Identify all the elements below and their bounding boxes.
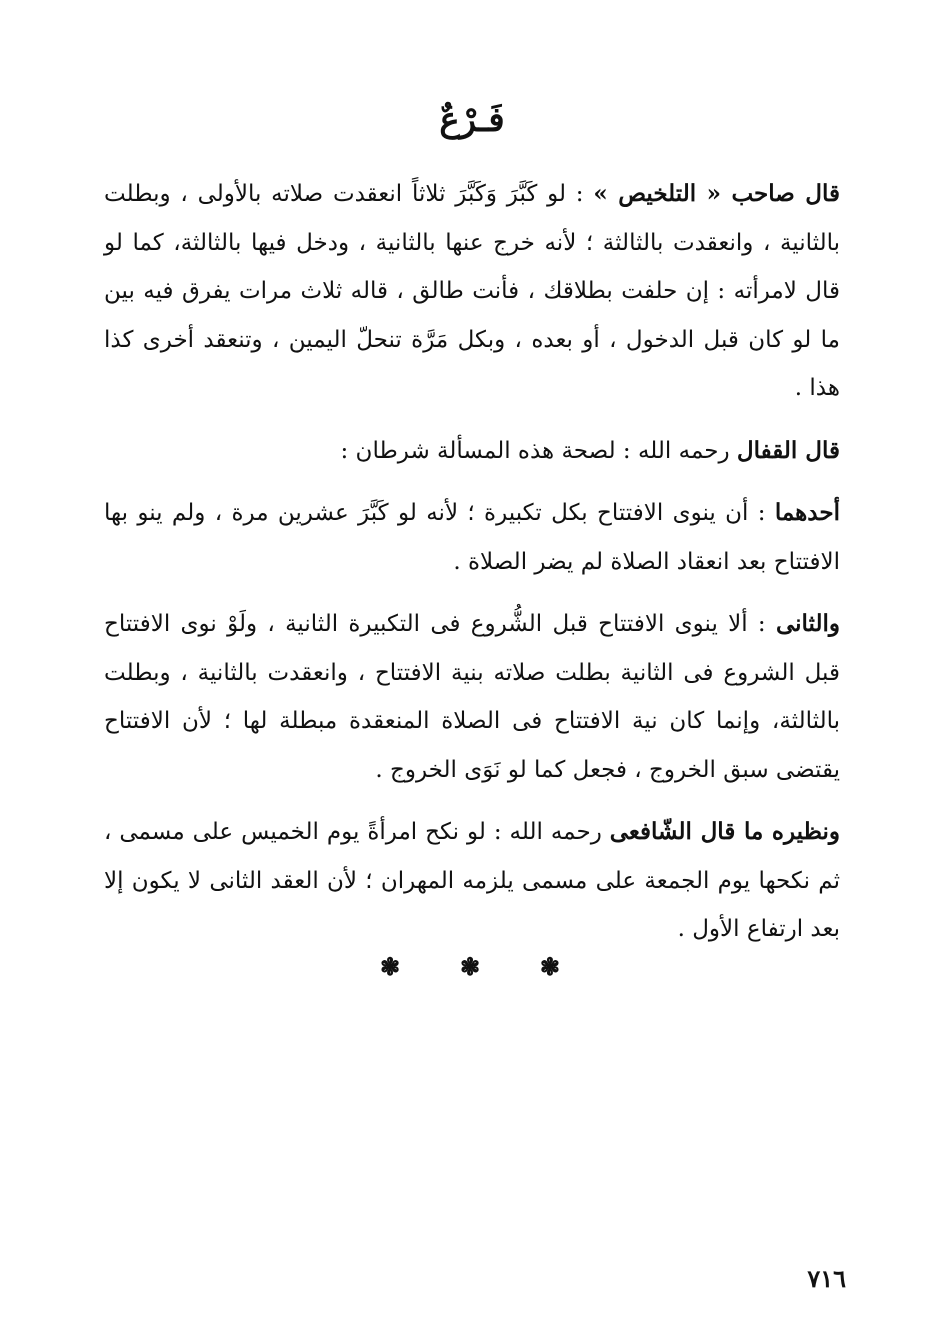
paragraph-shafii (104, 808, 840, 954)
paragraph-lead: قال القفال (736, 436, 840, 464)
paragraph-lead: قال صاحب « التلخيص » (593, 180, 841, 207)
section-divider (380, 952, 560, 981)
paragraph-talkhees (104, 170, 840, 413)
paragraph-first-condition (104, 489, 840, 586)
paragraph-lead: ونظيره ما قال الشّافعى (609, 818, 840, 845)
asterism-ornament-icon: ❃ (380, 952, 401, 981)
paragraph-lead: أحدهما (774, 499, 840, 526)
paragraph-lead: والثانى (775, 610, 840, 637)
paragraph-text: رحمه الله : لو نكح امرأةً يوم الخميس على مسمى ، ثم نكحها يوم الجمعة على مسمى يلزمه المهران ؛ لأن العقد الثانى لا يكون إلا بعد ارتفاع الأول . (104, 819, 840, 942)
paragraph-second-condition (104, 600, 840, 794)
paragraph-qaffal (104, 427, 840, 476)
paragraph-text: : ألا ينوى الافتتاح قبل الشُّروع فى التكبيرة الثانية ، ولَوْ نوى الافتتاح قبل الشروع فى الثانية بطلت صلاته بنية الافتتاح ، وانعقدت بالثانية ، وبطلت بالثالثة، وإنما كان نية الافتتاح فى الصلاة المنعقدة مبطلة لها ؛ لأن الافتتاح يقتضى سبق الخروج ، فجعل كما لو نَوَى الخروج . (104, 611, 840, 783)
paragraph-text: رحمه الله : لصحة هذه المسألة شرطان : (340, 437, 737, 464)
paragraph-text: : أن ينوى الافتتاح بكل تكبيرة ؛ لأنه لو كَبَّرَ عشرين مرة ، ولم ينو بها الافتتاح بعد انعقاد الصلاة لم يضر الصلاة . (104, 500, 840, 575)
asterism-ornament-icon: ❃ (539, 952, 560, 981)
section-heading: فَـرْعٌ (439, 100, 505, 140)
asterism-ornament-icon: ❃ (459, 952, 481, 981)
body-text (104, 170, 840, 968)
page-number: ٧١٦ (807, 1264, 846, 1293)
paragraph-text: : لو كَبَّرَ وَكَبَّرَ ثلاثاً انعقدت صلاته بالأولى ، وبطلت بالثانية ، وانعقدت بالثالثة ؛ لأنه خرج عنها بالثانية ، ودخل فيها بالثالثة، كما لو قال لامرأته : إن حلفت بطلاقك ، فأنت طالق ، قاله ثلاث مرات يفرق فيه بين ما لو كان قبل الدخول ، أو بعده ، وبكل مَرَّة تنحلّ اليمين ، وتنعقد أخرى كذا هذا . (104, 181, 840, 401)
